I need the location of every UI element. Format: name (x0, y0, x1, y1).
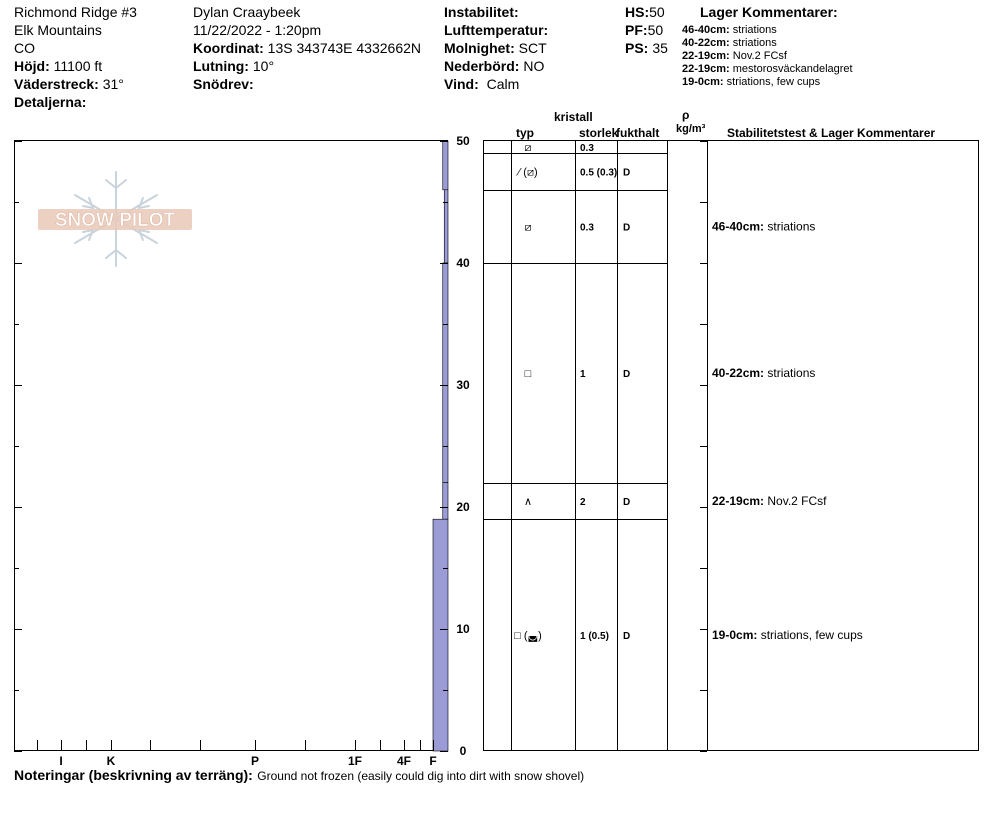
crystal-header: kristall (554, 110, 593, 124)
snowpilot-logo (38, 172, 192, 266)
slope-label: Lutning: (193, 58, 249, 74)
ps-value: 35 (652, 40, 668, 56)
aspect-label: Väderstreck: (14, 76, 99, 92)
hs-label: HS: (625, 4, 650, 20)
hardness-axis (38, 740, 437, 768)
coord-value: 13S 343743E 4332662N (267, 40, 422, 56)
hardness-plot-frame (14, 140, 448, 751)
drift-label: Snödrev: (193, 76, 254, 92)
moisture-value: D (623, 631, 631, 643)
wind-value: Calm (486, 76, 520, 92)
pf-label: PF: (625, 22, 648, 38)
hardness-tick-label: I (59, 754, 63, 768)
depth-tick-label: 30 (456, 378, 470, 392)
stability-comment: 46-40cm: striations (712, 219, 816, 234)
moisture-value: D (623, 496, 631, 508)
hardness-bar (433, 519, 448, 751)
elevation-value: 11100 ft (53, 58, 103, 74)
depth-tick-label: 0 (459, 744, 467, 758)
moisture-header: fukthalt (616, 126, 660, 140)
depth-tick-label: 50 (456, 134, 470, 148)
crystal-type: ⧄ (524, 221, 532, 234)
notes-text: Ground not frozen (easily could dig into dirt with snow shovel) (257, 769, 585, 783)
crystal-size: 2 (580, 496, 586, 508)
layer-comment: 19-0cm: striations, few cups (682, 76, 821, 88)
crystal-type: □ (◛) (514, 630, 542, 643)
crystal-type: ⁄ (⧄) (518, 166, 538, 179)
size-header: storlek (579, 126, 619, 140)
location-name: Richmond Ridge #3 (14, 4, 137, 20)
hardness-tick-label: P (250, 754, 260, 768)
depth-tick-label: 40 (456, 256, 470, 270)
hardness-tick-label: F (429, 754, 437, 768)
hardness-bar (443, 263, 448, 483)
hardness-bar (443, 483, 448, 520)
layer-comment: 22-19cm: Nov.2 FCsf (682, 50, 787, 62)
coord-label: Koordinat: (193, 40, 264, 56)
notes-label: Noteringar (beskrivning av terräng): (14, 767, 253, 783)
stability-comment: 19-0cm: striations, few cups (712, 628, 863, 643)
moisture-value: D (623, 167, 631, 179)
slope-value: 10° (252, 58, 275, 74)
type-header: typ (516, 126, 534, 140)
precip-value: NO (523, 58, 545, 74)
hardness-bar (444, 190, 448, 263)
crystal-size: 1 (0.5) (580, 631, 609, 643)
crystal-size: 0.5 (0.3) (580, 167, 618, 179)
observer-name: Dylan Craaybeek (193, 4, 301, 20)
layer-comments-title: Lager Kommentarer: (700, 4, 838, 20)
instability-label: Instabilitet: (444, 4, 519, 20)
depth-tick-label: 10 (456, 622, 470, 636)
moisture-value: D (623, 222, 631, 234)
density-unit: kg/m³ (676, 123, 706, 135)
ps-label: PS: (625, 40, 649, 56)
hardness-tick-label: K (106, 754, 116, 768)
hs-value: 50 (649, 4, 665, 20)
observation-datetime: 11/22/2022 - 1:20pm (193, 22, 322, 38)
moisture-value: D (623, 368, 631, 380)
aspect-value: 31° (102, 76, 124, 92)
density-symbol: ρ (682, 108, 690, 122)
layer-comment: 22-19cm: mestorosväckandelagret (682, 63, 853, 75)
depth-tick-label: 20 (456, 500, 470, 514)
layer-comment: 40-22cm: striations (682, 37, 777, 49)
precip-label: Nederbörd: (444, 58, 520, 74)
stability-header: Stabilitetstest & Lager Kommentarer (727, 126, 936, 140)
wind-label: Vind: (444, 76, 479, 92)
notes (14, 767, 584, 785)
sky-value: SCT (518, 40, 547, 56)
crystal-table-rows (483, 142, 863, 642)
stability-comment: 40-22cm: striations (712, 365, 816, 380)
crystal-type: ∧ (523, 495, 533, 508)
hardness-tick-label: 4F (396, 754, 412, 768)
state: CO (14, 40, 35, 56)
details-label: Detaljerna: (14, 94, 87, 110)
crystal-type: □ (524, 367, 532, 380)
layer-comment: 46-40cm: striations (682, 24, 777, 36)
crystal-size: 1 (580, 368, 586, 380)
crystal-size: 0.3 (580, 143, 594, 155)
hardness-bar (443, 141, 448, 190)
crystal-size: 0.3 (580, 222, 594, 234)
mountain-range: Elk Mountains (14, 22, 102, 38)
hardness-tick-label: 1F (347, 754, 363, 768)
logo-text: SNOW PILOT (54, 210, 176, 231)
air-temp-label: Lufttemperatur: (444, 22, 549, 38)
elevation-label: Höjd: (14, 58, 50, 74)
stability-comment: 22-19cm: Nov.2 FCsf (712, 493, 827, 508)
sky-label: Molnighet: (444, 40, 515, 56)
pf-value: 50 (647, 22, 664, 38)
crystal-type: ⧄ (524, 142, 532, 155)
